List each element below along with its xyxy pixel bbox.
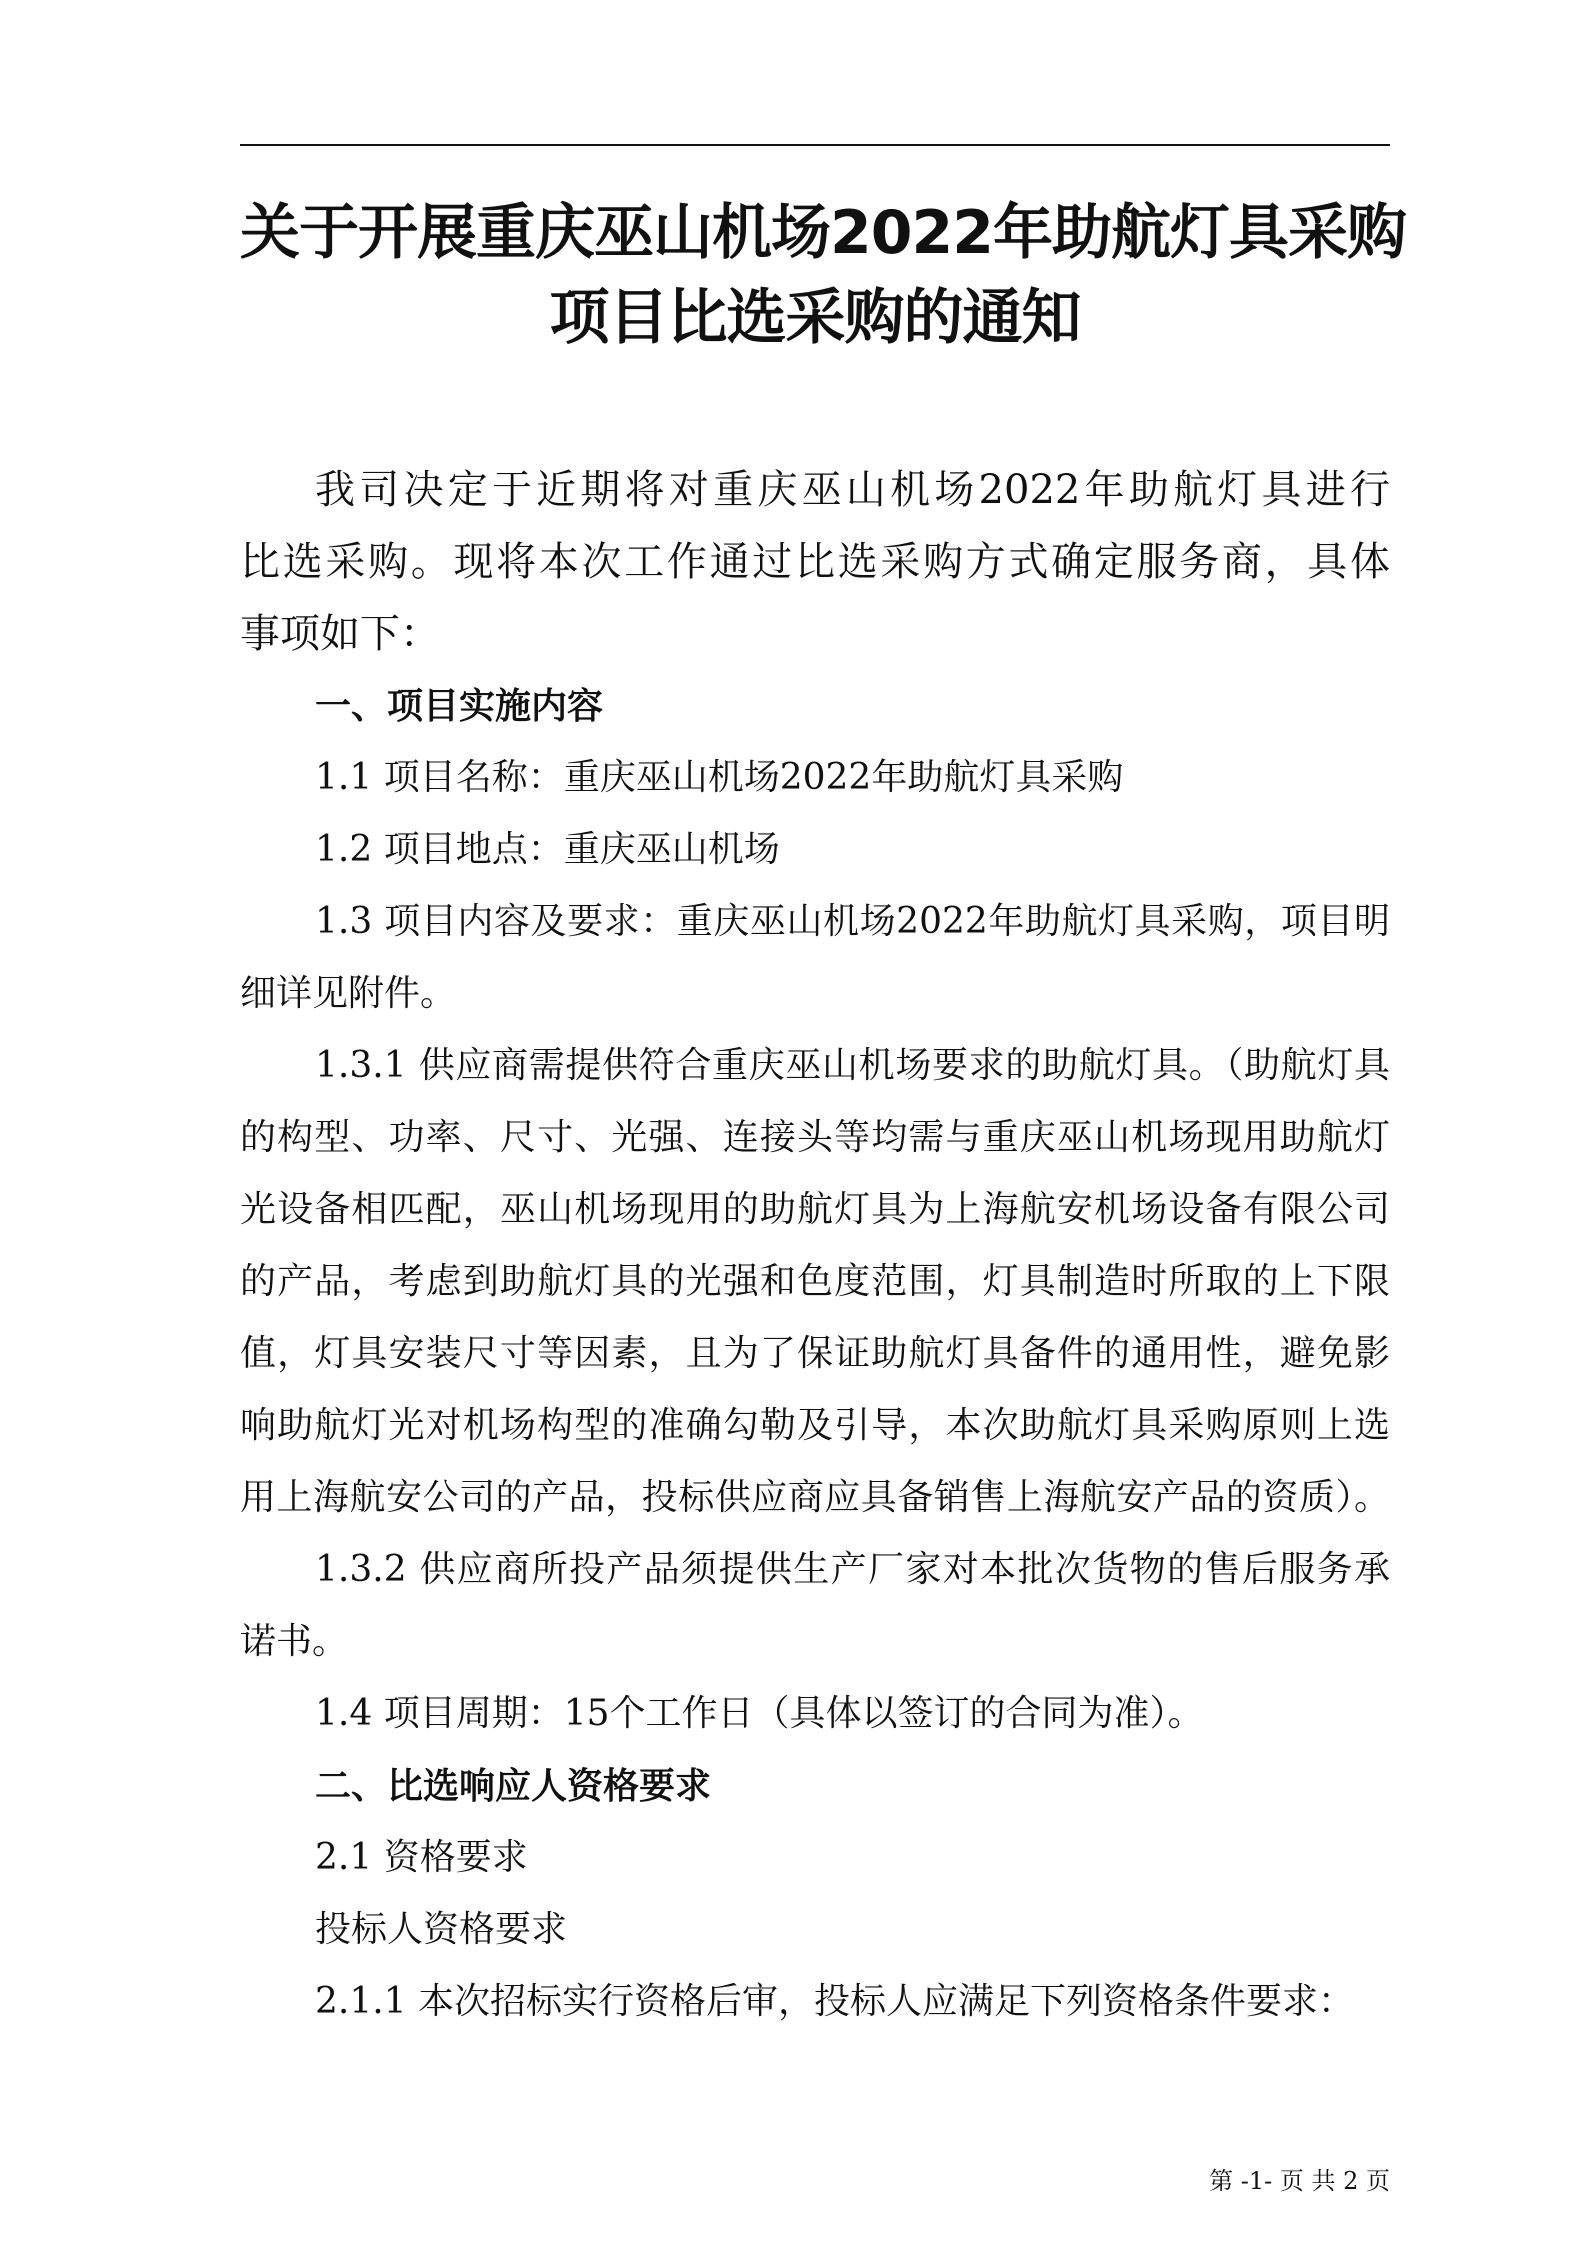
item-1-1: 1.1 项目名称：重庆巫山机场2022年助航灯具采购 (315, 757, 1124, 798)
item-1-3-1-line-5: 值，灯具安装尺寸等因素，且为了保证助航灯具备件的通用性，避免影 (240, 1333, 1390, 1374)
item-1-3-1-line-4: 的产品，考虑到助航灯具的光强和色度范围，灯具制造时所取的上下限 (240, 1261, 1390, 1302)
item-1-4: 1.4 项目周期：15个工作日（具体以签订的合同为准）。 (315, 1693, 1204, 1734)
item-1-3-1-line-6: 响助航灯光对机场构型的准确勾勒及引导，本次助航灯具采购原则上选 (240, 1405, 1390, 1446)
document-title-line-1: 关于开展重庆巫山机场2022年助航灯具采购 (240, 198, 1406, 268)
item-2-1-1: 2.1.1 本次招标实行资格后审，投标人应满足下列资格条件要求： (315, 1981, 1355, 2022)
bidder-requirements-label: 投标人资格要求 (315, 1909, 568, 1950)
item-2-1: 2.1 资格要求 (315, 1837, 528, 1878)
item-1-3-2-line-1: 1.3.2 供应商所投产品须提供生产厂家对本批次货物的售后服务承 (315, 1549, 1390, 1590)
section-1-heading: 一、项目实施内容 (315, 685, 604, 727)
intro-line-2: 比选采购。现将本次工作通过比选采购方式确定服务商，具体 (240, 539, 1390, 585)
item-1-3-1-line-3: 光设备相匹配，巫山机场现用的助航灯具为上海航安机场设备有限公司 (240, 1189, 1390, 1230)
item-1-3-1-line-1: 1.3.1 供应商需提供符合重庆巫山机场要求的助航灯具。（助航灯具 (315, 1045, 1390, 1086)
section-2-heading: 二、比选响应人资格要求 (315, 1765, 712, 1807)
item-1-3-1-line-2: 的构型、功率、尺寸、光强、连接头等均需与重庆巫山机场现用助航灯 (240, 1117, 1390, 1158)
intro-line-1: 我司决定于近期将对重庆巫山机场2022年助航灯具进行 (315, 467, 1390, 513)
header-rule (240, 144, 1390, 146)
item-1-3-line-1: 1.3 项目内容及要求：重庆巫山机场2022年助航灯具采购，项目明 (315, 901, 1390, 942)
item-1-3-1-line-7: 用上海航安公司的产品，投标供应商应具备销售上海航安产品的资质）。 (240, 1477, 1390, 1518)
intro-line-3: 事项如下： (240, 611, 440, 657)
item-1-3-2-line-2: 诺书。 (240, 1621, 349, 1662)
item-1-2: 1.2 项目地点：重庆巫山机场 (315, 829, 780, 870)
page-number-footer: 第 -1- 页 共 2 页 (1209, 2167, 1390, 2195)
item-1-3-line-2: 细详见附件。 (240, 973, 457, 1014)
document-title-line-2: 项目比选采购的通知 (549, 283, 1081, 353)
